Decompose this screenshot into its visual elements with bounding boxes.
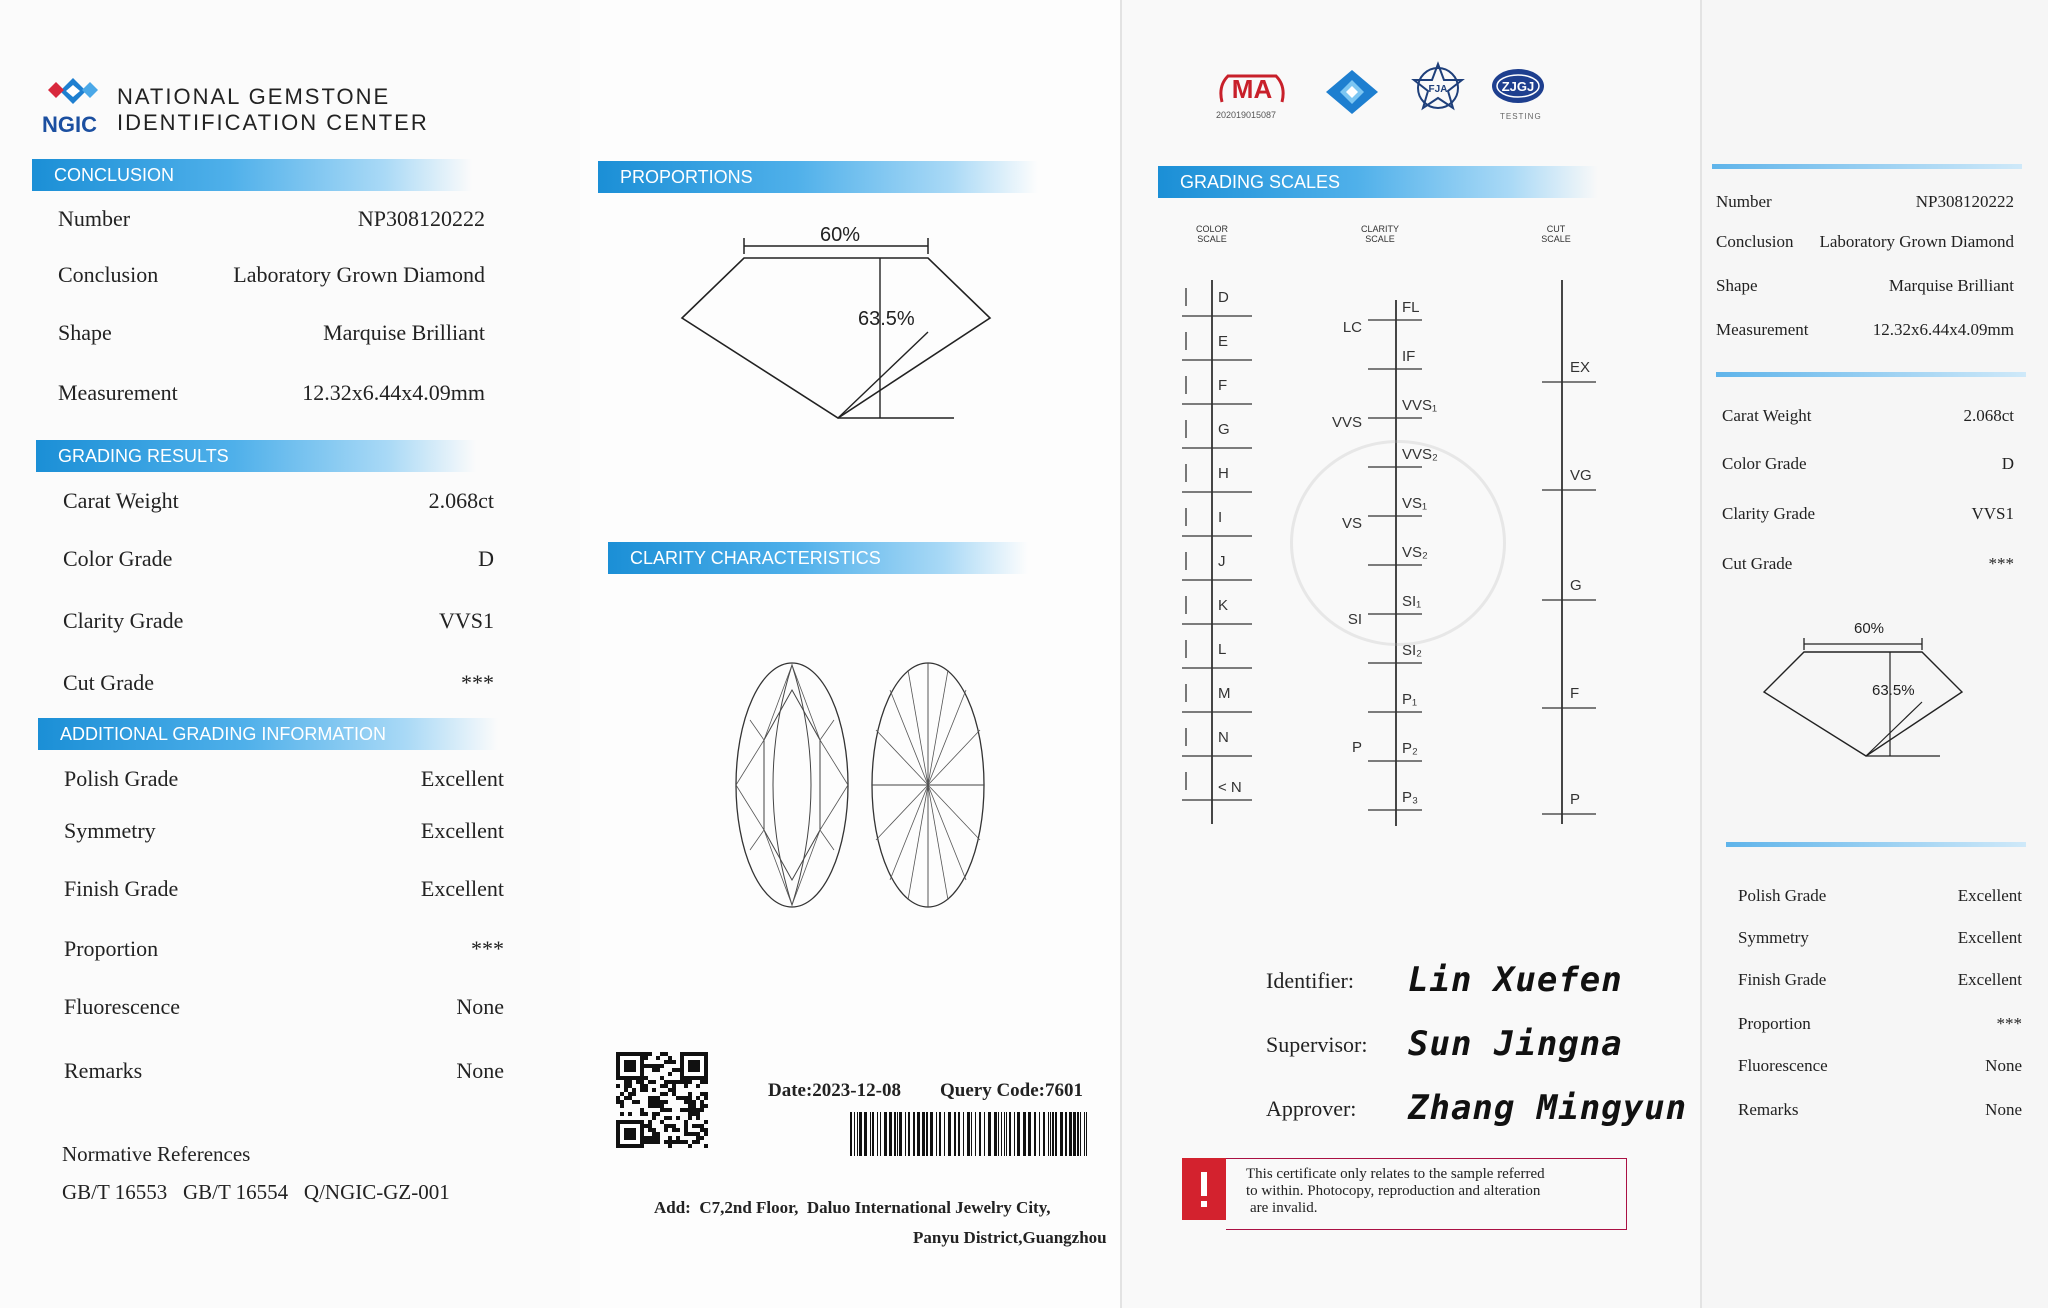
color-scale-title: SCALE <box>1197 234 1227 244</box>
field-label: Conclusion <box>1716 232 1794 251</box>
disclaimer-line-3: are invalid. <box>1250 1200 1318 1216</box>
signature-role: Supervisor: <box>1266 1032 1368 1057</box>
fold-line <box>1700 0 1702 1308</box>
signature-role: Identifier: <box>1266 968 1354 993</box>
field-value: 2.068ct <box>428 488 494 513</box>
field-label: Color Grade <box>63 546 173 571</box>
disclaimer-line-1: This certificate only relates to the sample referred <box>1246 1166 1545 1182</box>
field-value: None <box>456 994 504 1019</box>
field-label: Number <box>1716 192 1772 211</box>
field-value: NP308120222 <box>1915 192 2014 211</box>
field-label: Clarity Grade <box>63 608 184 633</box>
field-value: Marquise Brilliant <box>1888 276 2014 295</box>
field-label: Conclusion <box>58 262 159 287</box>
fja-logo <box>1410 60 1466 121</box>
proportions-header: PROPORTIONS <box>598 161 1038 193</box>
field-label: Carat Weight <box>63 488 179 513</box>
color-grade-label: K <box>1218 597 1229 614</box>
cut-grade-label: VG <box>1570 467 1592 484</box>
field-label: Fluorescence <box>1738 1056 1828 1075</box>
field-label: Clarity Grade <box>1722 504 1815 523</box>
color-grade-label: < N <box>1218 779 1242 796</box>
watermark-seal <box>1290 440 1506 646</box>
zjgj-logo <box>1490 66 1546 111</box>
clarity-grade-label: VVS₂ <box>1402 446 1438 463</box>
clarity-group-label: LC <box>1342 319 1362 336</box>
clarity-group-label: P <box>1351 739 1362 756</box>
field-label: Shape <box>58 320 112 345</box>
color-grade-label: E <box>1218 333 1229 350</box>
field-label: Color Grade <box>1722 454 1807 473</box>
clarity-grade-label: P₁ <box>1402 691 1418 708</box>
clarity-grade-label: P₃ <box>1402 789 1419 806</box>
field-label: Cut Grade <box>1722 554 1793 573</box>
proportions-diagram <box>670 222 1010 437</box>
field-value: Laboratory Grown Diamond <box>233 262 485 287</box>
cma-logo <box>1216 68 1288 113</box>
field-label: Finish Grade <box>64 876 179 901</box>
qr-code[interactable] <box>616 1052 708 1153</box>
color-grade-label: D <box>1218 289 1229 306</box>
field-label: Remarks <box>64 1058 143 1083</box>
fja-text: FJA <box>1428 84 1448 95</box>
org-name-line1: NATIONAL GEMSTONE <box>117 84 391 109</box>
field-label: Measurement <box>1716 320 1809 339</box>
field-value: *** <box>461 670 494 695</box>
clarity-group-label: SI <box>1347 611 1362 628</box>
field-label: Symmetry <box>64 818 156 843</box>
field-label: Proportion <box>64 936 159 961</box>
color-grade-label: L <box>1218 641 1227 658</box>
field-label: Fluorescence <box>64 994 181 1019</box>
field-value: Laboratory Grown Diamond <box>1819 232 2014 251</box>
color-grade-label: M <box>1218 685 1231 702</box>
normative-refs: GB/T 16553 GB/T 16554 Q/NGIC-GZ-001 <box>62 1180 450 1204</box>
summary-rule-1 <box>1712 164 2022 169</box>
cut-grade-label: EX <box>1570 359 1591 376</box>
address-line-1: Add: C7,2nd Floor, Daluo International Jewelry City, <box>654 1198 1051 1217</box>
cut-scale-title: CUT <box>1546 224 1566 234</box>
field-value: NP308120222 <box>357 206 485 231</box>
cut-grade-label: F <box>1570 685 1580 702</box>
clarity-scale-title: CLARITY <box>1360 224 1400 234</box>
field-value: *** <box>1996 1014 2022 1033</box>
field-label: Symmetry <box>1738 928 1809 947</box>
grading-results-header: GRADING RESULTS <box>36 440 476 472</box>
signature-name: Zhang Mingyun <box>1408 1088 1688 1128</box>
signature-role: Approver: <box>1266 1096 1357 1121</box>
field-value: Marquise Brilliant <box>323 320 485 345</box>
additional-info-header: ADDITIONAL GRADING INFORMATION <box>38 718 498 750</box>
color-grade-label: F <box>1218 377 1228 394</box>
issue-date: Date:2023-12-08 <box>768 1080 901 1101</box>
warning-icon <box>1182 1158 1226 1220</box>
clarity-grade-label: FL <box>1402 299 1420 316</box>
color-grade-label: H <box>1218 465 1229 482</box>
field-label: Polish Grade <box>1738 886 1827 905</box>
clarity-group-label: VS <box>1341 515 1362 532</box>
clarity-group-label: VVS <box>1331 414 1362 431</box>
field-value: Excellent <box>420 766 504 791</box>
testing-label: TESTING <box>1500 112 1542 121</box>
field-value: Excellent <box>1957 970 2022 989</box>
field-value: Excellent <box>420 876 504 901</box>
color-scale-title: COLOR <box>1195 224 1229 234</box>
cma-text: MA <box>1231 74 1273 104</box>
field-label: Carat Weight <box>1722 406 1812 425</box>
summary-rule-3 <box>1726 842 2026 847</box>
color-grade-label: I <box>1218 509 1223 526</box>
field-label: Proportion <box>1738 1014 1811 1033</box>
summary-depth-percentage: 63.5% <box>1872 682 1915 699</box>
color-grade-label: J <box>1218 553 1226 570</box>
field-label: Number <box>58 206 131 231</box>
clarity-grade-label: VS₂ <box>1402 544 1428 561</box>
cma-number: 202019015087 <box>1216 110 1277 120</box>
clarity-grade-label: SI₁ <box>1402 593 1422 610</box>
color-grade-label: N <box>1218 729 1229 746</box>
table-percentage: 60% <box>820 224 861 246</box>
conclusion-header: CONCLUSION <box>32 159 472 191</box>
address-line-2: Panyu District,Guangzhou <box>913 1228 1107 1247</box>
clarity-grade-label: VVS₁ <box>1402 397 1438 414</box>
field-value: VVS1 <box>438 608 494 633</box>
query-code: Query Code:7601 <box>940 1080 1084 1101</box>
depth-percentage: 63.5% <box>858 308 915 330</box>
field-value: Excellent <box>1957 886 2022 905</box>
clarity-plot-diagram <box>730 660 1000 915</box>
grading-scales-header: GRADING SCALES <box>1158 166 1598 198</box>
ngic-mark-icon <box>1322 66 1382 123</box>
clarity-grade-label: P₂ <box>1402 740 1418 757</box>
cut-scale-title: SCALE <box>1541 234 1571 244</box>
field-value: 12.32x6.44x4.09mm <box>302 380 485 405</box>
field-value: None <box>1985 1100 2022 1119</box>
summary-rule-2 <box>1716 372 2026 377</box>
panel-main-results <box>0 0 580 1308</box>
barcode <box>850 1112 1092 1161</box>
normative-title: Normative References <box>62 1142 251 1166</box>
fold-line <box>1120 0 1122 1308</box>
summary-table-percentage: 60% <box>1854 620 1885 637</box>
field-label: Finish Grade <box>1738 970 1827 989</box>
org-name-line2: IDENTIFICATION CENTER <box>117 110 429 135</box>
signature-name: Lin Xuefen <box>1408 960 1623 1000</box>
summary-proportions-diagram <box>1756 630 1966 771</box>
clarity-grade-label: VS₁ <box>1402 495 1428 512</box>
field-value: 2.068ct <box>1963 406 2014 425</box>
field-value: Excellent <box>420 818 504 843</box>
zjgj-text: ZJGJ <box>1501 79 1535 94</box>
field-label: Measurement <box>58 380 178 405</box>
ngic-abbr: NGIC <box>42 112 97 137</box>
field-value: *** <box>1988 554 2014 573</box>
field-value: None <box>456 1058 504 1083</box>
clarity-grade-label: IF <box>1402 348 1416 365</box>
field-label: Remarks <box>1738 1100 1799 1119</box>
field-value: D <box>2001 454 2014 473</box>
color-grade-label: G <box>1218 421 1230 438</box>
signature-name: Sun Jingna <box>1408 1024 1623 1064</box>
field-label: Polish Grade <box>64 766 179 791</box>
cut-grade-label: G <box>1570 577 1582 594</box>
field-value: 12.32x6.44x4.09mm <box>1872 320 2014 339</box>
field-value: VVS1 <box>1971 504 2014 523</box>
clarity-characteristics-header: CLARITY CHARACTERISTICS <box>608 542 1028 574</box>
clarity-grade-label: SI₂ <box>1402 642 1422 659</box>
field-value: *** <box>471 936 504 961</box>
field-value: None <box>1985 1056 2022 1075</box>
field-value: Excellent <box>1957 928 2022 947</box>
cut-grade-label: P <box>1570 791 1581 808</box>
field-label: Cut Grade <box>63 670 155 695</box>
field-value: D <box>478 546 494 571</box>
disclaimer-line-2: to within. Photocopy, reproduction and alteration <box>1246 1183 1541 1199</box>
clarity-scale-title: SCALE <box>1365 234 1395 244</box>
field-label: Shape <box>1716 276 1758 295</box>
